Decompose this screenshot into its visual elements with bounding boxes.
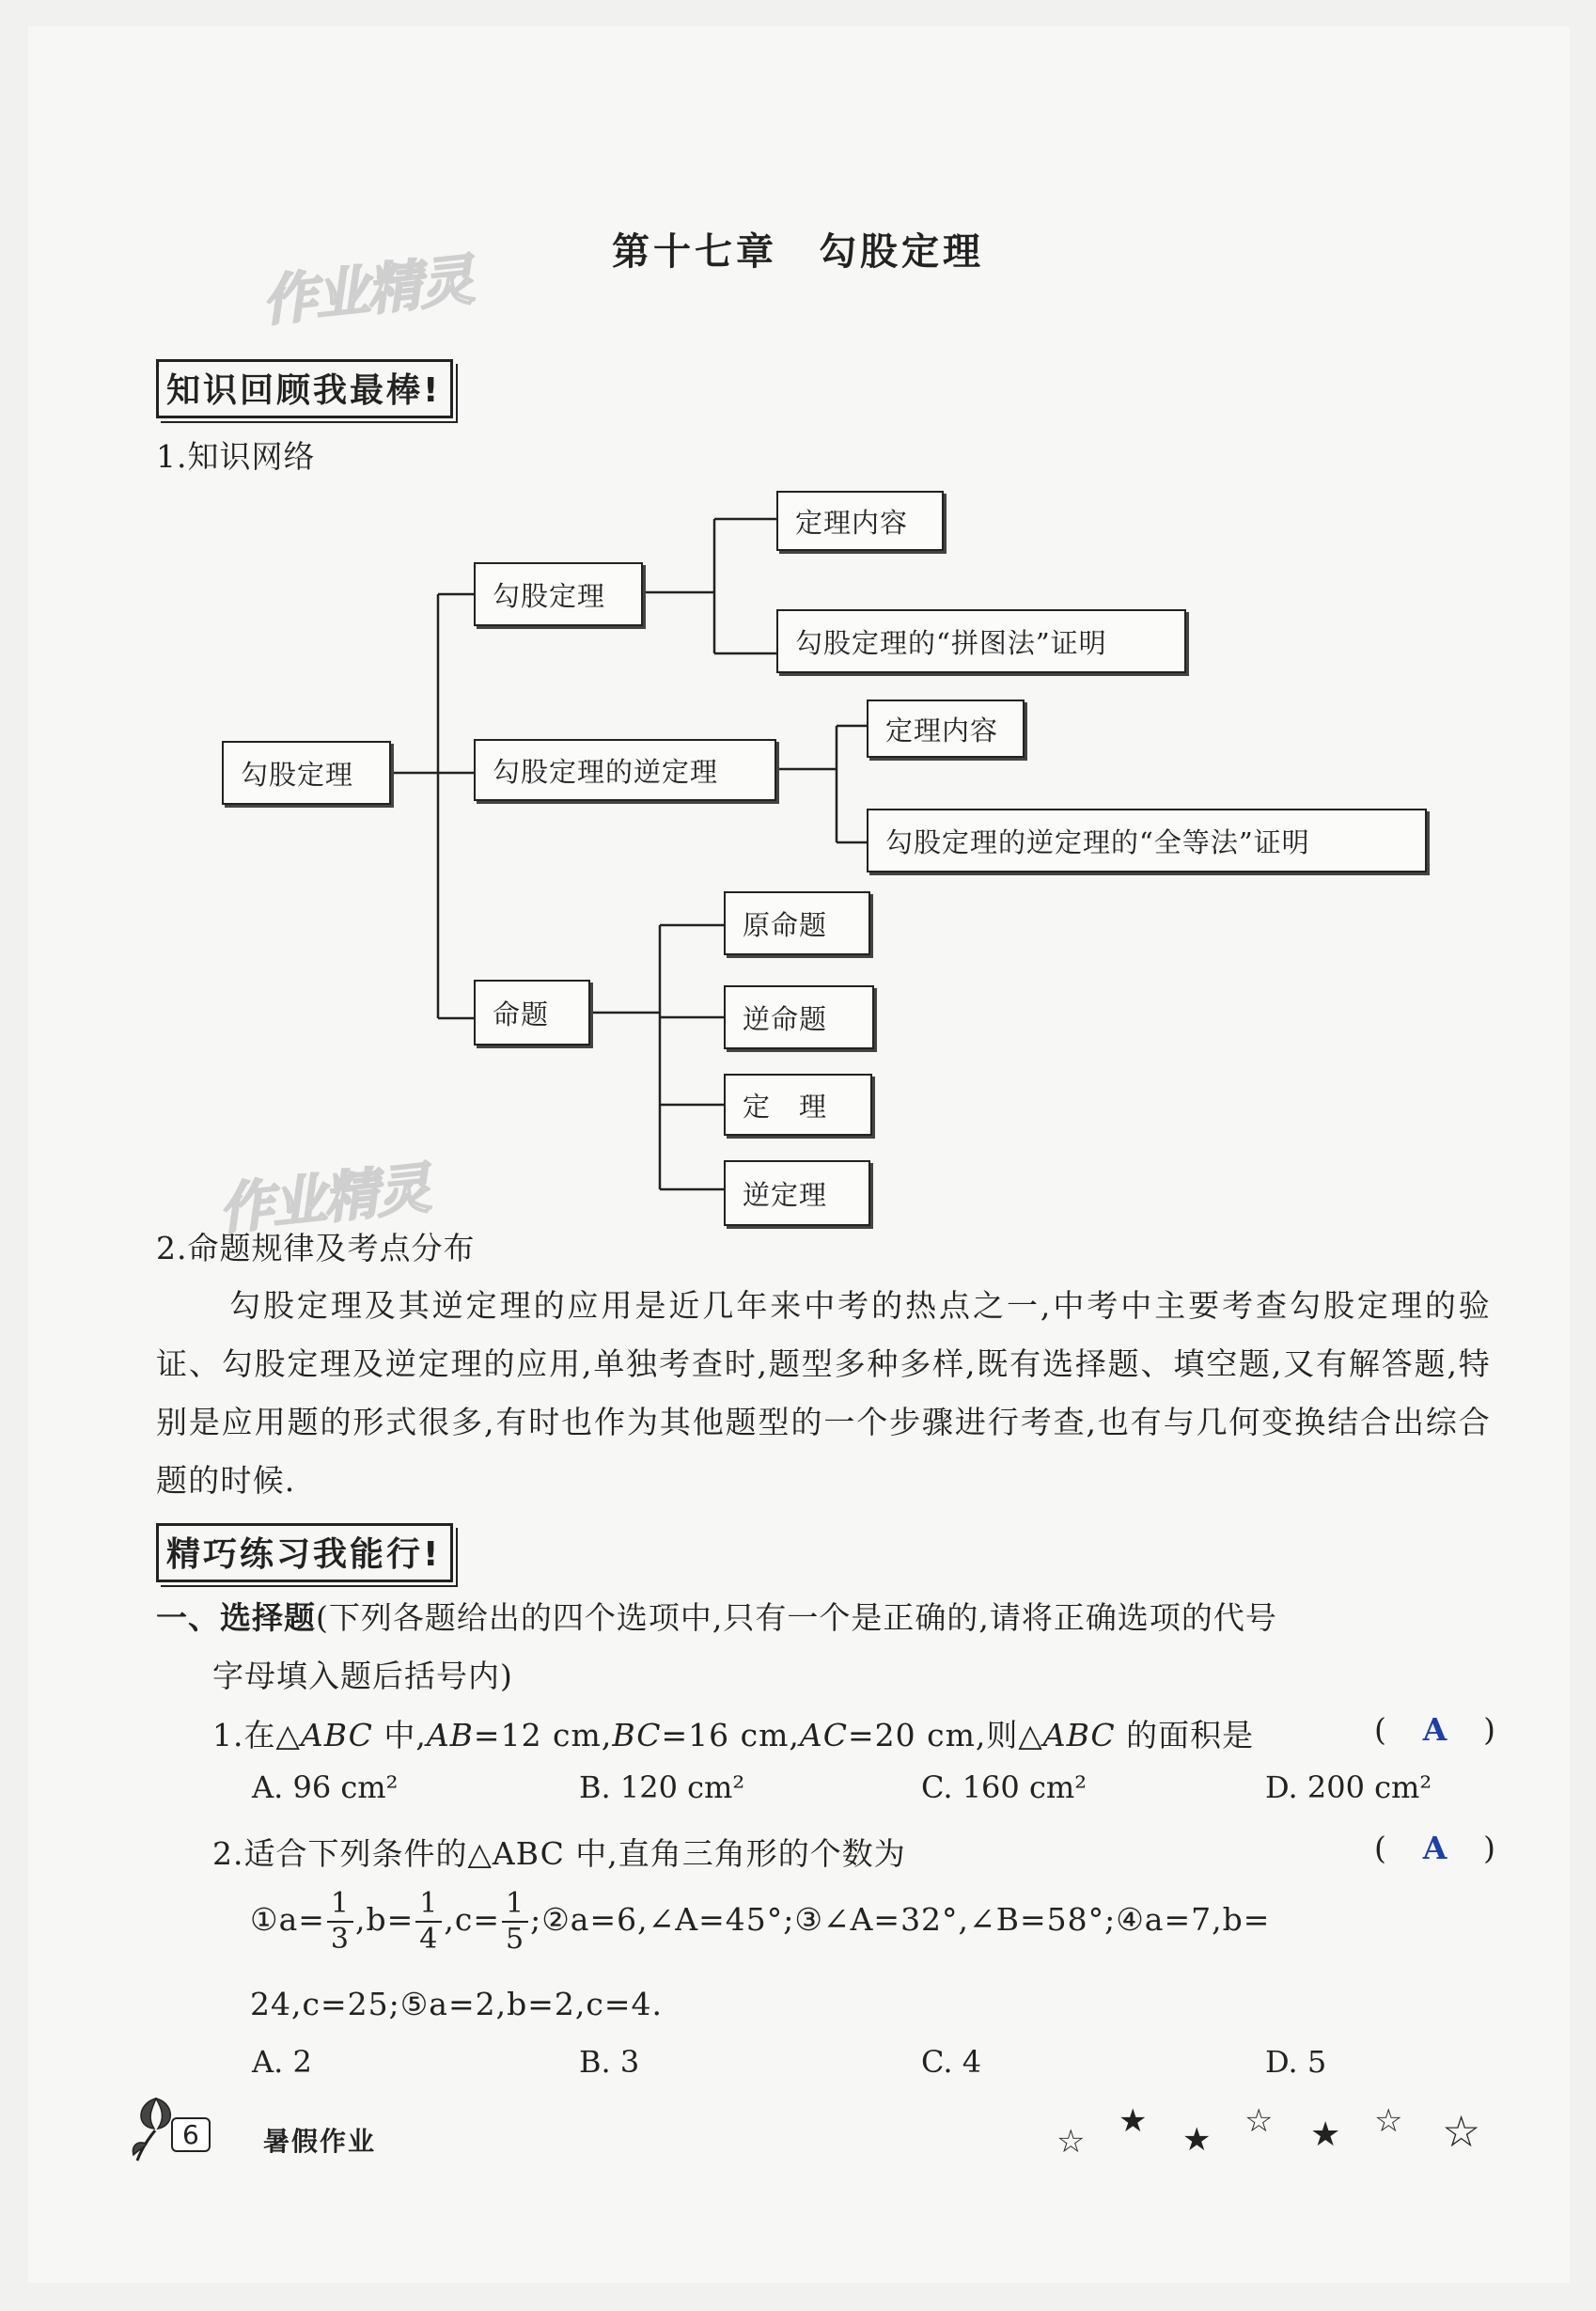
- difficulty-stars: [1053, 2102, 1494, 2168]
- q1-text: 在△: [243, 1717, 301, 1753]
- q1-text: AB: [426, 1717, 474, 1753]
- fraction-one-fifth: [502, 1887, 528, 1956]
- mindmap-branch-proposition: 命题: [474, 980, 590, 1045]
- mindmap-leaf: 原命题: [724, 891, 870, 955]
- question-number: 1.: [212, 1717, 244, 1753]
- distribution-paragraph: 勾股定理及其逆定理的应用是近几年来中考的热点之一,中考中主要考查勾股定理的验证、勾股定理及逆定理的应用,单独考查时,题型多种多样,既有选择题、填空题,又有解答题,特别是应用题的形式很多,有时也作为其他题型的一个步骤进行考查,也有与几何变换结合出综合题的时候.: [156, 1287, 1491, 1499]
- mindmap-leaf: 定理内容: [867, 700, 1025, 758]
- q1-text: =20 cm,则△: [847, 1717, 1043, 1753]
- q2-conditions-line2: 24,c=25;⑤a=2,b=2,c=4.: [250, 1986, 663, 2022]
- chapter-title: 第十七章 勾股定理: [612, 230, 984, 274]
- denominator: 4: [419, 1923, 439, 1956]
- q2-cond: ①a=: [250, 1901, 325, 1938]
- fraction-one-fourth: [415, 1887, 442, 1956]
- question-1: [212, 1711, 1254, 1755]
- bracket-close: ): [1483, 1830, 1496, 1866]
- q1-text: =12 cm,: [473, 1717, 613, 1753]
- mindmap-branch-converse: 勾股定理的逆定理: [474, 739, 776, 801]
- q2-cond: ,b=: [355, 1901, 415, 1938]
- numerator: 1: [502, 1890, 528, 1923]
- distribution-label: 2.命题规律及考点分布: [156, 1230, 476, 1266]
- q1-text: ABC: [300, 1717, 373, 1753]
- mindmap-leaf: 逆定理: [724, 1160, 870, 1226]
- mindmap-leaf: 勾股定理的逆定理的“全等法”证明: [867, 809, 1427, 873]
- star-filled-icon: ★: [1182, 2121, 1212, 2159]
- bracket-open: (: [1374, 1830, 1387, 1866]
- section-heading-practice: 精巧练习我能行!: [156, 1523, 453, 1582]
- star-filled-icon: ★: [1119, 2102, 1148, 2140]
- numerator: 1: [327, 1890, 353, 1923]
- answer-q2: A: [1422, 1830, 1448, 1866]
- mindmap-leaf: 逆命题: [724, 985, 874, 1049]
- q2-text: 适合下列条件的△ABC 中,直角三角形的个数为: [243, 1835, 906, 1872]
- q1-text: ABC: [1042, 1717, 1116, 1753]
- mindmap-leaf: 定理内容: [776, 491, 944, 551]
- q1-text: BC: [612, 1717, 662, 1753]
- option-c: C. 160 cm²: [921, 1769, 1087, 1805]
- bracket-close: ): [1483, 1711, 1496, 1748]
- choice-instruction: [156, 1594, 1500, 1638]
- option-a: A. 96 cm²: [252, 1769, 399, 1805]
- q1-text: AC: [799, 1717, 848, 1753]
- star-outline-icon: ☆: [1056, 2123, 1086, 2161]
- star-outline-icon: ☆: [1374, 2102, 1403, 2140]
- denominator: 5: [506, 1923, 525, 1956]
- option-d: D. 200 cm²: [1265, 1769, 1432, 1805]
- q1-text: =16 cm,: [661, 1717, 800, 1753]
- watermark: 作业精灵: [215, 1156, 432, 1242]
- option-d: D. 5: [1265, 2044, 1327, 2080]
- bracket-open: (: [1374, 1711, 1387, 1748]
- star-outline-icon: ☆: [1442, 2106, 1481, 2157]
- q2-cond: ,c=: [444, 1901, 500, 1938]
- q2-cond: ;②a=6,∠A=45°;③∠A=32°,∠B=58°;④a=7,b=: [530, 1901, 1271, 1938]
- book-title: 暑假作业: [263, 2126, 377, 2157]
- mindmap-root: 勾股定理: [222, 741, 391, 805]
- fraction-one-third: [327, 1887, 353, 1956]
- star-filled-icon: ★: [1310, 2115, 1341, 2154]
- numerator: 1: [415, 1890, 442, 1923]
- option-a: A. 2: [252, 2044, 312, 2080]
- q1-text: 的面积是: [1115, 1717, 1255, 1753]
- answer-q1: A: [1422, 1711, 1448, 1748]
- option-b: B. 3: [579, 2044, 640, 2080]
- mindmap-branch-pythagorean: 勾股定理: [474, 562, 643, 626]
- q2-conditions-line1: [250, 1887, 1510, 1956]
- option-c: C. 4: [921, 2044, 982, 2080]
- choice-heading: 一、选择题: [156, 1599, 316, 1636]
- choice-instruction-line1: (下列各题给出的四个选项中,只有一个是正确的,请将正确选项的代号: [316, 1599, 1277, 1636]
- denominator: 3: [330, 1923, 351, 1956]
- knowledge-network-label: 1.知识网络: [156, 438, 316, 475]
- star-outline-icon: ☆: [1244, 2102, 1274, 2140]
- section-heading-review: 知识回顾我最棒!: [156, 359, 453, 418]
- question-2: [212, 1830, 906, 1874]
- question-number: 2.: [212, 1835, 244, 1872]
- page-number: 6: [171, 2117, 211, 2152]
- mindmap-leaf: 定 理: [724, 1074, 872, 1136]
- answer-bracket-2: [1374, 1830, 1496, 1866]
- choice-instruction-line2: 字母填入题后括号内): [212, 1658, 513, 1694]
- q1-text: 中,: [372, 1717, 427, 1753]
- mindmap-leaf: 勾股定理的“拼图法”证明: [776, 609, 1186, 673]
- watermark: 作业精灵: [258, 247, 476, 334]
- option-b: B. 120 cm²: [579, 1769, 745, 1805]
- answer-bracket-1: [1374, 1711, 1496, 1748]
